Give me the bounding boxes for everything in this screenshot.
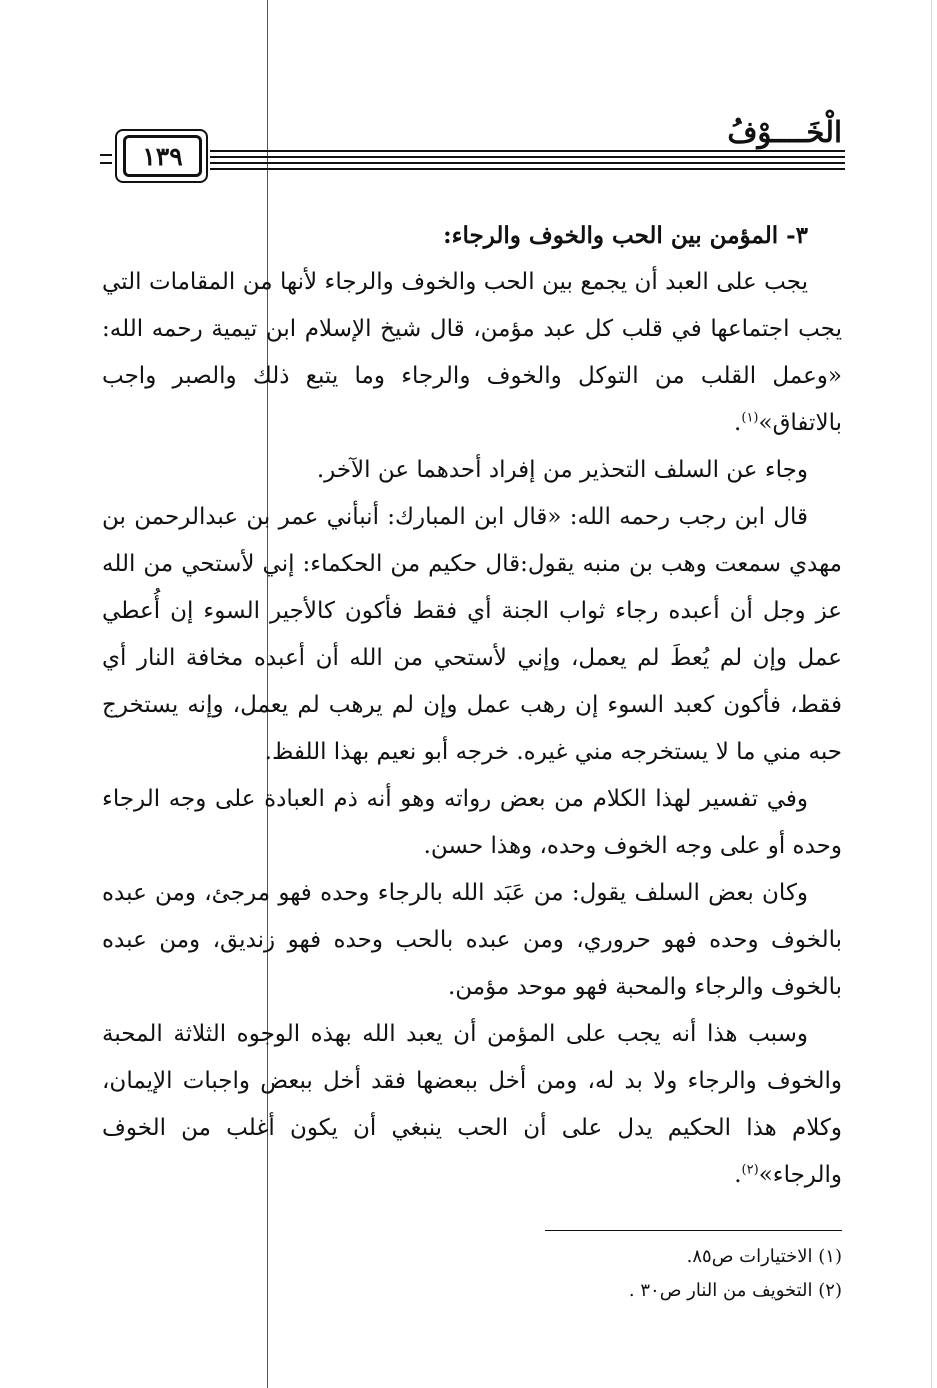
page-number-frame: [115, 129, 208, 183]
paragraph: وجاء عن السلف التحذير من إفراد أحدهما عن الآخر.: [316, 457, 808, 483]
header-rule: [210, 150, 845, 152]
paragraph: وسبب هذا أنه يجب على المؤمن أن يعبد الله بهذه الوجوه الثلاثة المحبة والخوف والرجاء ولا بد له، ومن أخل ببعضها فقد أخل ببعض واجبات الإيمان، وكلام هذا الحكيم يدل على أن الحب ينبغي أن يكون أغلب من الخوف والرجاء»$^{(٢)}$.: [102, 1021, 842, 1188]
header-rule: [210, 162, 845, 164]
footnote: (١) الاختيارات ص٨٥.: [686, 1246, 842, 1267]
footnote-ref: (١): [741, 410, 759, 426]
page-edge: [931, 0, 932, 1388]
footnote-separator: [545, 1230, 842, 1231]
header-rule-left: [100, 154, 112, 156]
paragraph: يجب على العبد أن يجمع بين الحب والخوف والرجاء لأنها من المقامات التي يجب اجتماعها في قلب كل عبد مؤمن، قال شيخ الإسلام ابن تيمية رحمه الله: «وعمل القلب من التوكل والخوف والرجاء وما يتبع ذلك والصبر واجب بالاتفاق»$^{(١)}$.: [102, 269, 842, 436]
paragraph: وفي تفسير لهذا الكلام من بعض رواته وهو أنه ذم العبادة على وجه الرجاء وحده أو على وجه الخوف وحده، وهذا حسن.: [102, 786, 842, 859]
header-rule-left: [100, 162, 112, 164]
main-text: [102, 212, 842, 1199]
header-rule: [210, 156, 845, 158]
header-rule: [210, 168, 845, 170]
footnote: (٢) التخويف من النار ص٣٠ .: [628, 1280, 842, 1301]
section-heading: ٣- المؤمن بين الحب والخوف والرجاء:: [443, 222, 808, 249]
page-number: ١٣٩: [123, 135, 202, 177]
footnotes: [400, 1240, 842, 1308]
footnote-ref: (٢): [741, 1162, 759, 1178]
paragraph: وكان بعض السلف يقول: من عَبَد الله بالرجاء وحده فهو مرجئ، ومن عبده بالخوف وحده فهو حروري، ومن عبده بالحب وحده فهو زنديق، ومن عبده بالخوف والرجاء والمحبة فهو موحد مؤمن.: [102, 880, 842, 1000]
paragraph: قال ابن رجب رحمه الله: «قال ابن المبارك: أنبأني عمر بن عبدالرحمن بن مهدي سمعت وهب بن منبه يقول:قال حكيم من الحكماء: إني لأستحي من الله عز وجل أن أعبده رجاء ثواب الجنة أي فقط فأكون كالأجير السوء إن أُعطي عمل وإن لم يُعطَ لم يعمل، وإني لأستحي من الله أن أعبده مخافة النار أي فقط، فأكون كعبد السوء إن رهب عمل وإن لم يرهب لم يعمل، وإنه يستخرج حبه مني ما لا يستخرجه مني غيره. خرجه أبو نعيم بهذا اللفظ.: [102, 504, 842, 765]
running-header-title: الْخَــــوْفُ: [727, 115, 842, 149]
